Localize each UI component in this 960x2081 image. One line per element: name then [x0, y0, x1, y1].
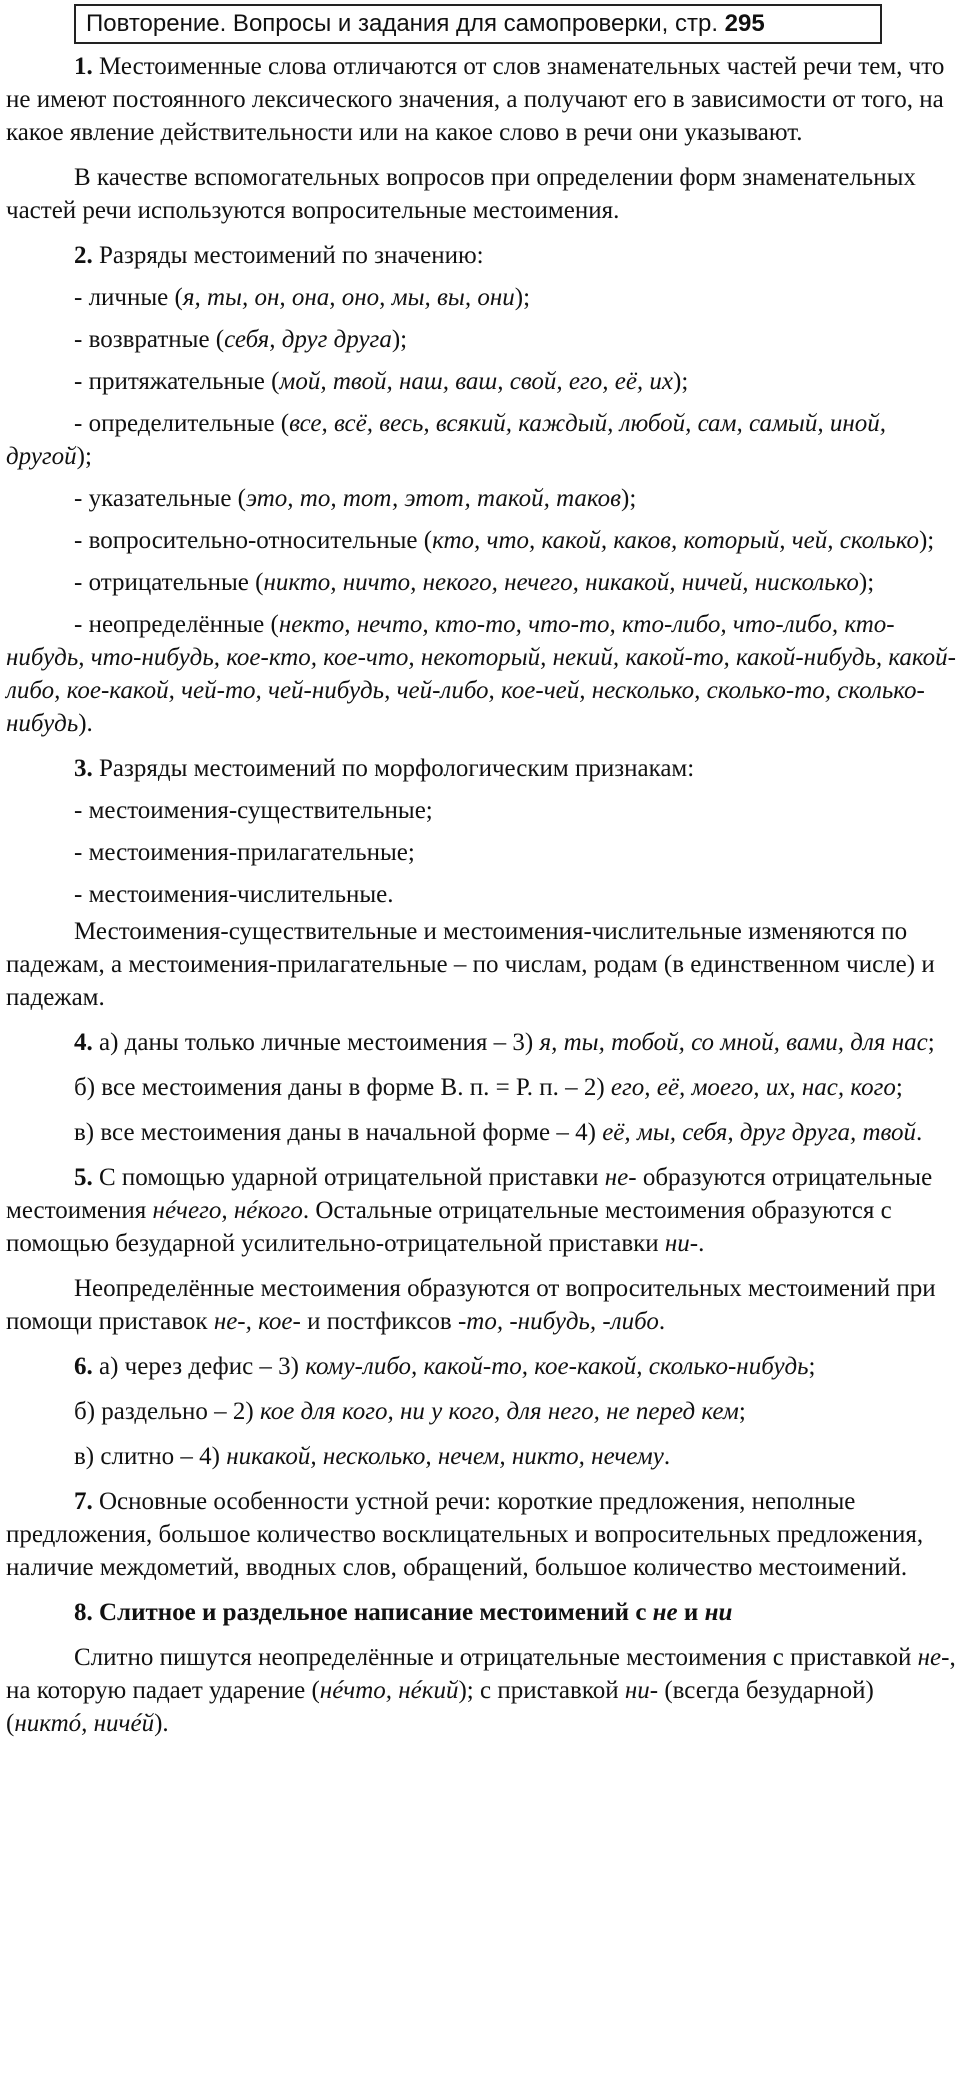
answer-4a: 4. а) даны только личные местоимения – 3) я, ты, тобой, со мной, вами, для нас;	[74, 1029, 935, 1056]
answer-number: 4.	[74, 1029, 93, 1056]
answer-number: 7.	[74, 1488, 93, 1515]
answer-5-extra: Неопределённые местоимения образуются от вопросительных местоимений при помощи приставок не-, кое- и постфиксов -то, -нибудь, -либо.	[6, 1275, 936, 1335]
answer-5: 5. С помощью ударной отрицательной приставки не- образуются отрицательные местоимения нéчего, нéкого. Остальные отрицательные местоимения образуются с помощью безударной усилительно-отрицательной приставки ни-.	[6, 1164, 933, 1257]
answer-4c: в) все местоимения даны в начальной форме – 4) её, мы, себя, друг друга, твой.	[74, 1119, 923, 1146]
answer-2: 2. Разряды местоимений по значению:	[74, 242, 484, 269]
answer-7: 7. Основные особенности устной речи: короткие предложения, неполные предложения, большое количество восклицательных и вопросительных предложения, наличие междометий, вводных слов, обращений, большое количество местоимений.	[6, 1488, 924, 1581]
header-title: Повторение. Вопросы и задания для самопроверки, стр.	[86, 10, 718, 37]
list-item: - отрицательные (никто, ничто, некого, нечего, никакой, ничей, нисколько);	[74, 569, 875, 596]
list-item: - местоимения-существительные;	[74, 797, 433, 824]
answer-6b: б) раздельно – 2) кое для кого, ни у кого, для него, не перед кем;	[74, 1398, 746, 1425]
answer-8: Слитно пишутся неопределённые и отрицательные местоимения с приставкой не-, на которую падает ударение (нéчто, нéкий); с приставкой ни- (всегда безударной) (никтó, ничéй).	[6, 1644, 956, 1737]
answer-number: 3.	[74, 755, 93, 782]
answer-number: 1.	[74, 53, 93, 80]
answer-3-note: Местоимения-существительные и местоимения-числительные изменяются по падежам, а местоимения-прилагательные – по числам, родам (в единственном числе) и падежам.	[6, 918, 935, 1011]
list-item: - личные (я, ты, он, она, оно, мы, вы, они);	[74, 284, 531, 311]
list-item: - местоимения-прилагательные;	[74, 839, 415, 866]
list-item: - неопределённые (некто, нечто, кто-то, что-то, кто-либо, что-либо, кто-нибудь, что-нибудь, кое-кто, кое-что, некоторый, некий, какой-то, какой-нибудь, какой-либо, кое-какой, чей-то, чей-нибудь, чей-либо, кое-чей, несколько, сколько-то, сколько-нибудь).	[6, 611, 956, 737]
section-header	[74, 4, 882, 44]
answer-6c: в) слитно – 4) никакой, несколько, нечем, никто, нечему.	[74, 1443, 671, 1470]
list-item: - притяжательные (мой, твой, наш, ваш, свой, его, её, их);	[74, 368, 689, 395]
list-item: - определительные (все, всё, весь, всякий, каждый, любой, сам, самый, иной, другой);	[6, 410, 887, 470]
answer-number: 2.	[74, 242, 93, 269]
answer-number: 6.	[74, 1353, 93, 1380]
list-item: - вопросительно-относительные (кто, что, какой, каков, который, чей, сколько);	[74, 527, 935, 554]
answer-number: 5.	[74, 1164, 93, 1191]
list-item: - местоимения-числительные.	[74, 881, 394, 908]
answer-3: 3. Разряды местоимений по морфологическим признакам:	[74, 755, 695, 782]
list-item: - указательные (это, то, тот, этот, такой, таков);	[74, 485, 637, 512]
answer-8-heading: 8. Слитное и раздельное написание местоимений с не и ни	[74, 1599, 733, 1626]
list-item: - возвратные (себя, друг друга);	[74, 326, 408, 353]
answer-4b: б) все местоимения даны в форме В. п. = Р. п. – 2) его, её, моего, их, нас, кого;	[74, 1074, 903, 1101]
answer-1-extra: В качестве вспомогательных вопросов при определении форм знаменательных частей речи используются вопросительные местоимения.	[6, 164, 916, 224]
answer-6a: 6. а) через дефис – 3) кому-либо, какой-то, кое-какой, сколько-нибудь;	[74, 1353, 816, 1380]
header-page-number: 295	[724, 10, 765, 37]
answer-1: 1. Местоименные слова отличаются от слов знаменательных частей речи тем, что не имеют постоянного лексического значения, а получают его в зависимости от того, на какое явление действительности или на какое слово в речи они указывают.	[6, 53, 945, 146]
content	[6, 50, 956, 1752]
